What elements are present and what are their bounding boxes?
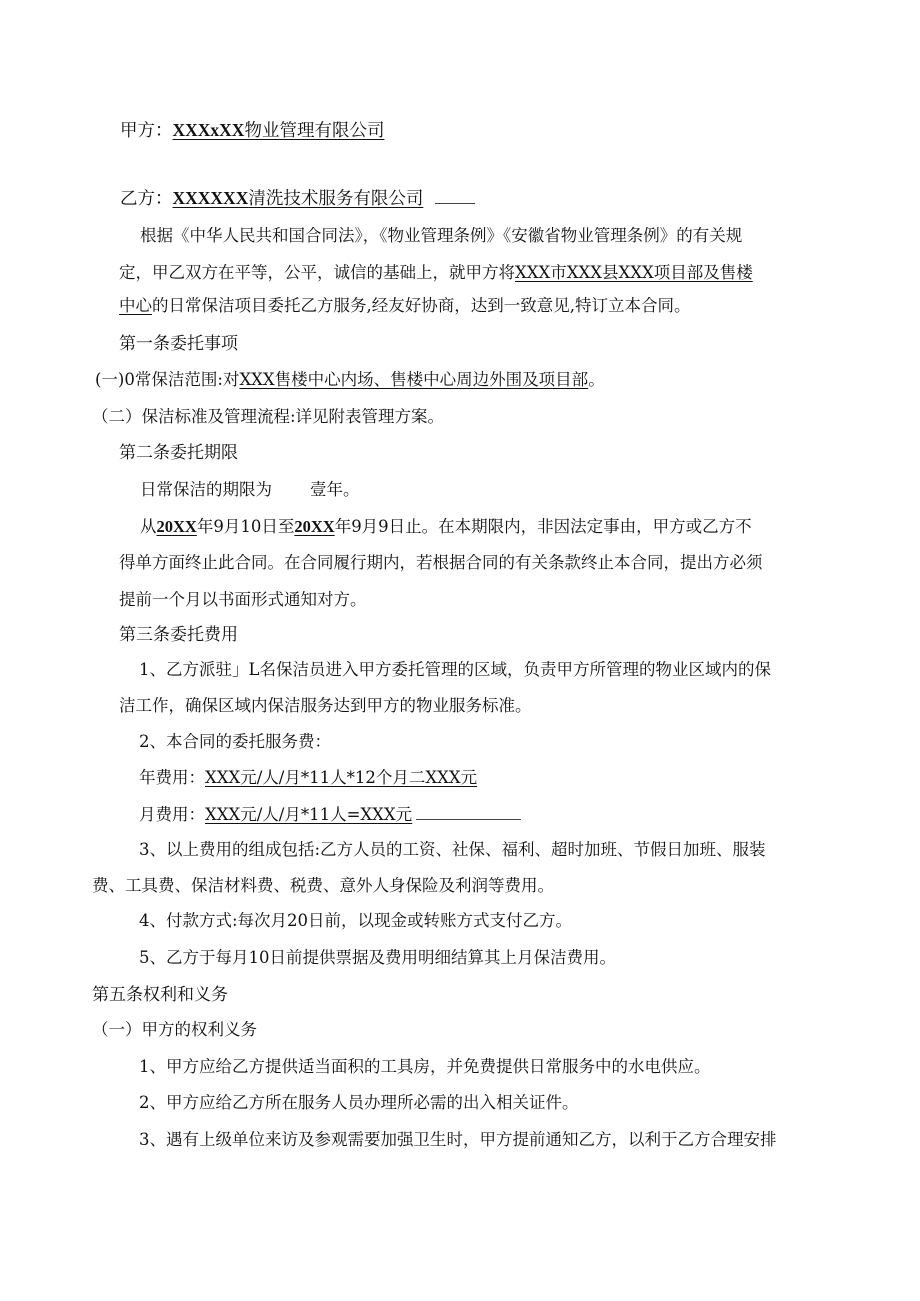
article-3-title: 第三条委托费用 bbox=[119, 625, 238, 645]
term-line bbox=[140, 479, 360, 501]
article-5-title: 第五条权利和义务 bbox=[92, 985, 228, 1005]
article-2-title: 第二条委托期限 bbox=[119, 443, 238, 463]
fee-clause-5: 5、乙方于每月10日前提供票据及费用明细结算其上月保洁费用。 bbox=[139, 948, 616, 967]
label: 年费用： bbox=[139, 768, 205, 787]
scope: XXX售楼中心内场、售楼中心周边外围及项目部 bbox=[239, 370, 589, 389]
year: 20XX bbox=[156, 517, 197, 536]
label: 月费用： bbox=[139, 805, 205, 824]
blank-line bbox=[435, 189, 475, 204]
term-dates bbox=[140, 516, 752, 538]
intro-text: 的日常保洁项目委托乙方服务,经友好协商，达到一致意见,特订立本合同。 bbox=[152, 296, 691, 315]
article-1-item-1 bbox=[95, 369, 605, 391]
article-1-title: 第一条委托事项 bbox=[119, 334, 238, 354]
value: XXX元/人/月*11人=XXX元 bbox=[205, 805, 413, 824]
item-text: 。 bbox=[588, 370, 605, 389]
party-b-name: 清洗技术服务有限公司 bbox=[248, 189, 424, 209]
fee-clause-4: 4、付款方式:每次月20日前，以现金或转账方式支付乙方。 bbox=[139, 911, 573, 930]
term-value: 壹年。 bbox=[310, 480, 360, 499]
intro-line bbox=[119, 262, 753, 284]
annual-fee bbox=[139, 767, 477, 789]
text: 年9月10日至 bbox=[196, 517, 295, 536]
fee-clause-3: 费、工具费、保洁材料费、税费、意外人身保险及利润等费用。 bbox=[92, 876, 554, 895]
party-b-code: XXXXXX bbox=[172, 188, 249, 208]
intro-line: 根据《中华人民共和国合同法》，《物业管理条例》《安徽省物业管理条例》的有关规 bbox=[140, 226, 743, 245]
text: 年9月9日止。在本期限内，非因法定事由，甲方或乙方不 bbox=[334, 517, 752, 536]
term-text: 提前一个月以书面形式通知对方。 bbox=[119, 590, 367, 609]
year: 20XX bbox=[294, 517, 335, 536]
intro-text: 定，甲乙双方在平等，公平，诚信的基础上，就甲方将 bbox=[119, 263, 515, 282]
article-5-subtitle: （一）甲方的权利义务 bbox=[92, 1020, 257, 1039]
article-1-item-2: （二）保洁标准及管理流程:详见附表管理方案。 bbox=[92, 407, 445, 426]
value: XXX元/人/月*11人*12个月二XXX元 bbox=[205, 768, 478, 787]
party-a-line bbox=[120, 119, 384, 142]
fee-clause-1: 洁工作，确保区域内保洁服务达到甲方的物业服务标准。 bbox=[119, 696, 532, 715]
intro-line bbox=[119, 295, 691, 317]
monthly-fee bbox=[139, 804, 521, 826]
duty-3: 3、遇有上级单位来访及参观需要加强卫生时，甲方提前通知乙方，以利于乙方合理安排 bbox=[139, 1130, 777, 1149]
fee-clause-1: 1、乙方派驻」L名保洁员进入甲方委托管理的区域，负责甲方所管理的物业区域内的保 bbox=[139, 660, 771, 679]
blank-line bbox=[416, 805, 521, 820]
duty-1: 1、甲方应给乙方提供适当面积的工具房，并免费提供日常服务中的水电供应。 bbox=[139, 1057, 711, 1076]
project-name: 中心 bbox=[119, 296, 152, 315]
fee-clause-3: 3、以上费用的组成包括:乙方人员的工资、社保、福利、超时加班、节假日加班、服装 bbox=[139, 840, 766, 859]
party-a-label: 甲方： bbox=[120, 121, 173, 141]
term-text: 得单方面终止此合同。在合同履行期内，若根据合同的有关条款终止本合同，提出方必须 bbox=[119, 553, 763, 572]
text: 从 bbox=[140, 517, 157, 536]
party-b-label: 乙方： bbox=[120, 189, 173, 209]
party-a-code: XXXxXX bbox=[172, 120, 245, 140]
project-name: XXX市XXX县XXX项目部及售楼 bbox=[515, 263, 753, 282]
fee-clause-2: 2、本合同的委托服务费： bbox=[139, 732, 331, 751]
item-text: (一)0常保洁范围:对 bbox=[95, 370, 240, 389]
term-text: 日常保洁的期限为 bbox=[140, 480, 272, 499]
party-a-name: 物业管理有限公司 bbox=[244, 121, 385, 141]
party-b-line bbox=[120, 187, 475, 210]
duty-2: 2、甲方应给乙方所在服务人员办理所必需的出入相关证件。 bbox=[139, 1093, 579, 1112]
